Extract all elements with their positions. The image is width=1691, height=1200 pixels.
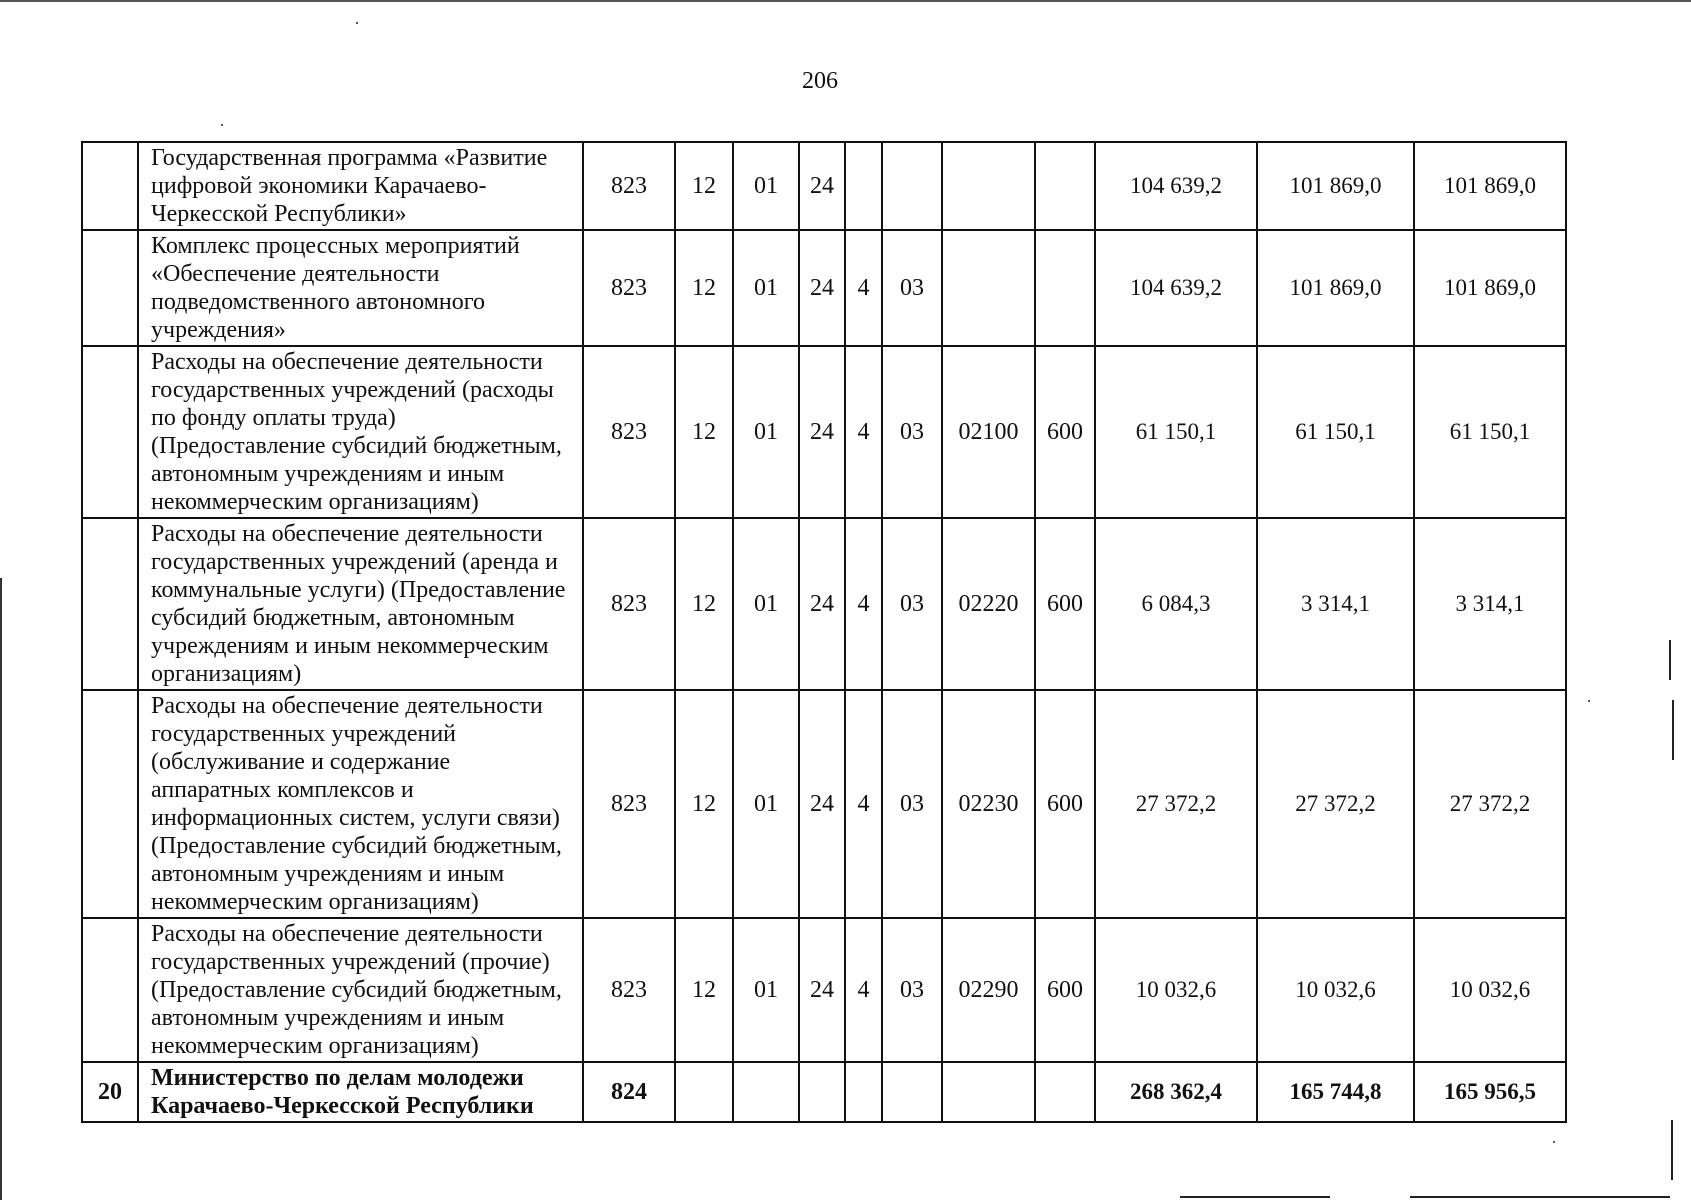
amount-year2-cell: 165 744,8 [1257,1062,1414,1122]
subprogram-code-cell [845,1062,882,1122]
event-code-cell [882,1062,942,1122]
scan-edge-top [0,0,1691,2]
amount-year2-cell: 101 869,0 [1257,142,1414,230]
subsection-code-cell: 01 [733,518,799,690]
amount-year2-cell: 61 150,1 [1257,346,1414,518]
amount-year3-cell: 10 032,6 [1414,918,1566,1062]
name-cell: Расходы на обеспечение деятельности государственных учреждений (прочие) (Предоставление субсидий бюджетным, автономным учреждениям и иным некоммерческим организациям) [138,918,583,1062]
expense-type-cell [1035,142,1095,230]
amount-year2-cell: 101 869,0 [1257,230,1414,346]
amount-year1-cell: 61 150,1 [1095,346,1257,518]
section-code-cell: 12 [675,230,733,346]
table-row [82,518,1566,690]
program-code-cell: 24 [799,918,845,1062]
row-number-cell [82,518,138,690]
amount-year1-cell: 27 372,2 [1095,690,1257,918]
row-number-cell [82,142,138,230]
scan-edge-left [0,578,2,1200]
scan-line [1671,1120,1673,1180]
direction-code-cell: 02220 [942,518,1035,690]
program-code-cell: 24 [799,518,845,690]
scan-line [1180,1196,1330,1198]
program-code-cell: 24 [799,230,845,346]
amount-year3-cell: 101 869,0 [1414,142,1566,230]
section-code-cell [675,1062,733,1122]
amount-year2-cell: 27 372,2 [1257,690,1414,918]
subprogram-code-cell: 4 [845,918,882,1062]
amount-year1-cell: 10 032,6 [1095,918,1257,1062]
table-row [82,918,1566,1062]
program-code-cell: 24 [799,346,845,518]
event-code-cell: 03 [882,690,942,918]
section-code-cell: 12 [675,346,733,518]
expense-type-cell: 600 [1035,690,1095,918]
expense-type-cell: 600 [1035,918,1095,1062]
scan-line [1672,700,1674,760]
subprogram-code-cell [845,142,882,230]
row-number-cell [82,230,138,346]
table-row [82,230,1566,346]
section-code-cell: 12 [675,918,733,1062]
scan-line [1410,1196,1670,1198]
scan-dot [1588,700,1590,702]
amount-year1-cell: 104 639,2 [1095,230,1257,346]
expense-type-cell: 600 [1035,346,1095,518]
amount-year3-cell: 27 372,2 [1414,690,1566,918]
row-number-cell: 20 [82,1062,138,1122]
section-code-cell: 12 [675,142,733,230]
amount-year3-cell: 61 150,1 [1414,346,1566,518]
expense-type-cell: 600 [1035,518,1095,690]
amount-year2-cell: 3 314,1 [1257,518,1414,690]
ministry-code-cell: 823 [583,142,675,230]
event-code-cell: 03 [882,918,942,1062]
row-number-cell [82,346,138,518]
subprogram-code-cell: 4 [845,518,882,690]
program-code-cell: 24 [799,142,845,230]
ministry-code-cell: 824 [583,1062,675,1122]
direction-code-cell: 02230 [942,690,1035,918]
expense-type-cell [1035,1062,1095,1122]
budget-table [81,141,1567,1123]
scan-line [1669,640,1671,680]
subsection-code-cell: 01 [733,690,799,918]
name-cell: Расходы на обеспечение деятельности государственных учреждений (аренда и коммунальные услуги) (Предоставление субсидий бюджетным, автономным учреждениям и иным некоммерческим организациям) [138,518,583,690]
amount-year1-cell: 6 084,3 [1095,518,1257,690]
expense-type-cell [1035,230,1095,346]
subsection-code-cell: 01 [733,918,799,1062]
ministry-code-cell: 823 [583,346,675,518]
event-code-cell: 03 [882,346,942,518]
name-cell: Комплекс процессных мероприятий «Обеспечение деятельности подведомственного автономного учреждения» [138,230,583,346]
page-number: 206 [802,68,838,94]
ministry-code-cell: 823 [583,690,675,918]
subsection-code-cell: 01 [733,142,799,230]
event-code-cell: 03 [882,518,942,690]
table-row [82,346,1566,518]
amount-year1-cell: 268 362,4 [1095,1062,1257,1122]
ministry-code-cell: 823 [583,518,675,690]
table-row [82,690,1566,918]
subprogram-code-cell: 4 [845,690,882,918]
direction-code-cell [942,230,1035,346]
event-code-cell [882,142,942,230]
table-row [82,142,1566,230]
row-number-cell [82,918,138,1062]
direction-code-cell [942,1062,1035,1122]
subsection-code-cell [733,1062,799,1122]
scan-dot [221,124,223,126]
ministry-code-cell: 823 [583,918,675,1062]
table-row [82,1062,1566,1122]
subprogram-code-cell: 4 [845,346,882,518]
name-cell: Министерство по делам молодежи Карачаево-Черкесской Республики [138,1062,583,1122]
scan-dot [1553,1141,1555,1143]
amount-year3-cell: 165 956,5 [1414,1062,1566,1122]
direction-code-cell [942,142,1035,230]
table-body [82,142,1566,1122]
direction-code-cell: 02100 [942,346,1035,518]
ministry-code-cell: 823 [583,230,675,346]
section-code-cell: 12 [675,690,733,918]
section-code-cell: 12 [675,518,733,690]
name-cell: Государственная программа «Развитие цифровой экономики Карачаево- Черкесской Республики» [138,142,583,230]
direction-code-cell: 02290 [942,918,1035,1062]
program-code-cell [799,1062,845,1122]
scan-dot [356,22,358,24]
amount-year3-cell: 3 314,1 [1414,518,1566,690]
event-code-cell: 03 [882,230,942,346]
name-cell: Расходы на обеспечение деятельности государственных учреждений (обслуживание и содержание аппаратных комплексов и информационных систем, услуги связи) (Предоставление субсидий бюджетным, автономным учреждениям и иным некоммерческим организациям) [138,690,583,918]
name-cell: Расходы на обеспечение деятельности государственных учреждений (расходы по фонду оплаты труда) (Предоставление субсидий бюджетным, автономным учреждениям и иным некоммерческим организациям) [138,346,583,518]
row-number-cell [82,690,138,918]
subprogram-code-cell: 4 [845,230,882,346]
amount-year3-cell: 101 869,0 [1414,230,1566,346]
program-code-cell: 24 [799,690,845,918]
subsection-code-cell: 01 [733,230,799,346]
subsection-code-cell: 01 [733,346,799,518]
amount-year1-cell: 104 639,2 [1095,142,1257,230]
amount-year2-cell: 10 032,6 [1257,918,1414,1062]
